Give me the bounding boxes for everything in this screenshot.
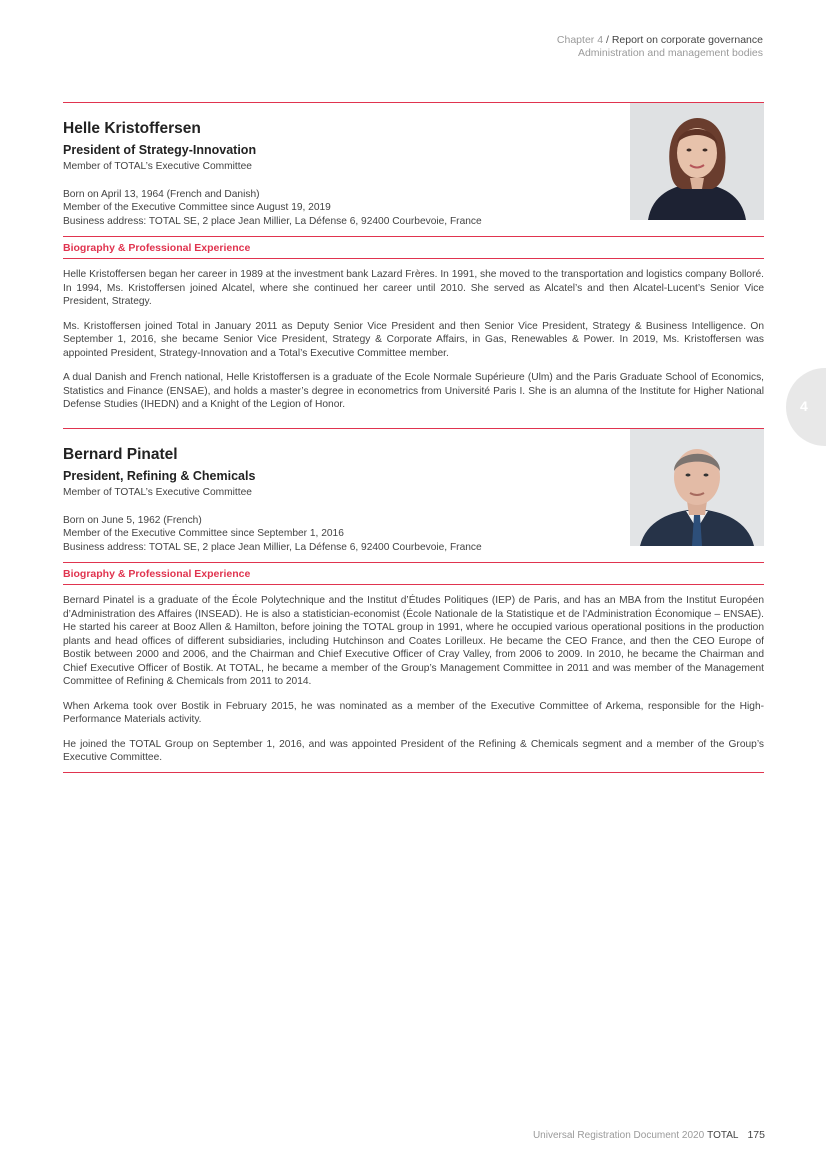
header-separator: / <box>603 34 612 46</box>
committee-since: Member of the Executive Committee since August 19, 2019 <box>63 202 331 213</box>
person-role: President of Strategy-Innovation <box>63 143 257 157</box>
birth-info: Born on April 13, 1964 (French and Danish) <box>63 188 260 200</box>
chapter-label: Chapter 4 <box>556 34 604 46</box>
biography-text <box>63 594 764 765</box>
header-chapter-line <box>557 34 763 47</box>
biography-text <box>63 268 764 412</box>
person-name: Helle Kristoffersen <box>63 120 201 137</box>
membership-text: Member of TOTAL’s Executive Committee <box>63 487 252 498</box>
birth-info: Born on June 5, 1962 (French) <box>63 514 202 526</box>
business-address: Business address: TOTAL SE, 2 place Jean Millier, La Défense 6, 92400 Courbevoie, France <box>63 215 482 227</box>
document-title: Universal Registration Document 2020 <box>532 1130 705 1141</box>
page-footer <box>533 1129 765 1141</box>
profile-section <box>63 428 764 773</box>
bio-paragraph: When Arkema took over Bostik in February 2015, he was nominated as a member of the Executive Committee of Arkema, responsible for the High-Performance Materials activity. <box>63 700 764 725</box>
bio-heading-divider <box>63 258 764 259</box>
portrait-man-image <box>630 429 764 546</box>
profile-section <box>63 102 764 418</box>
bio-paragraph: Bernard Pinatel is a graduate of the École Polytechnique and the Institut d’Études Politiques (IEP) de Paris, and has an MBA from the Institut Européen d’Administration des Affaires (INSEAD). He is also a statistician-economist (École Nationale de la Statistique et de l’Administration Économique – ENSAE). He started his career at Booz Allen & Hamilton, before joining the TOTAL group in 1991, where he occupied various operational positions in the production plants and head offices of different subsidiaries, including Hutchinson and Coates Lorilleux. He became the CEO France, and then the CEO Europe of Bostik between 2000 and 2006, and the Chairman and Chief Executive Officer of Cray Valley, from 2006 to 2009. In 2010, he became the Chairman and Chief Executive Officer of Bostik. At TOTAL, he became a member of the Group’s Management Committee in 2011 and was member of the Management Committee of Refining & Chemicals from 2011 to 2014. <box>63 595 764 687</box>
committee-since: Member of the Executive Committee since September 1, 2016 <box>63 528 344 539</box>
running-header <box>557 34 763 59</box>
chapter-side-tab <box>786 368 826 446</box>
bio-paragraph: He joined the TOTAL Group on September 1, 2016, and was appointed President of the Refining & Chemicals segment and a member of the Group’s Executive Committee. <box>63 738 764 763</box>
subsection-title: Administration and management bodies <box>577 46 763 59</box>
bottom-divider <box>63 772 764 773</box>
bio-heading: Biography & Professional Experience <box>63 242 251 254</box>
chapter-tab-number: 4 <box>800 398 808 414</box>
business-address: Business address: TOTAL SE, 2 place Jean Millier, La Défense 6, 92400 Courbevoie, France <box>63 541 482 553</box>
brand-name: TOTAL <box>707 1130 739 1141</box>
bio-paragraph: Helle Kristoffersen began her career in 1989 at the investment bank Lazard Frères. In 1991, she moved to the transportation and logistics company Bolloré. In 1994, Ms. Kristoffersen joined Alcatel, where she continued her career until 2010. She served as Alcatel’s and then Alcatel-Lucent’s Senior Vice President, Strategy. <box>63 269 764 307</box>
portrait-woman-image <box>630 103 764 220</box>
person-name: Bernard Pinatel <box>63 446 178 463</box>
person-role: President, Refining & Chemicals <box>63 469 256 483</box>
portrait-photo <box>630 429 764 546</box>
membership-text: Member of TOTAL’s Executive Committee <box>63 161 252 172</box>
bio-paragraph: A dual Danish and French national, Helle Kristoffersen is a graduate of the Ecole Normale Supérieure (Ulm) and the Paris Graduate School of Economics, Statistics and Finance (ENSAE), and holds a master’s degree in econometrics from Université Paris I. She is an alumna of the Institute for Higher National Defense Studies (IHEDN) and a Knight of the Legion of Honor. <box>63 372 764 410</box>
section-title: Report on corporate governance <box>611 34 763 46</box>
bio-paragraph: Ms. Kristoffersen joined Total in January 2011 as Deputy Senior Vice President and then Senior Vice President, Strategy & Business Intelligence. On September 1, 2016, she became Senior Vice President, Strategy & Corporate Affairs, in Gas, Renewables & Power. In 2019, Ms. Kristoffersen was appointed President, Strategy-Innovation and a Total’s Executive Committee member. <box>63 320 764 359</box>
bio-heading: Biography & Professional Experience <box>63 568 251 580</box>
bio-heading-divider <box>63 584 764 585</box>
page-number: 175 <box>747 1129 765 1141</box>
portrait-photo <box>630 103 764 220</box>
